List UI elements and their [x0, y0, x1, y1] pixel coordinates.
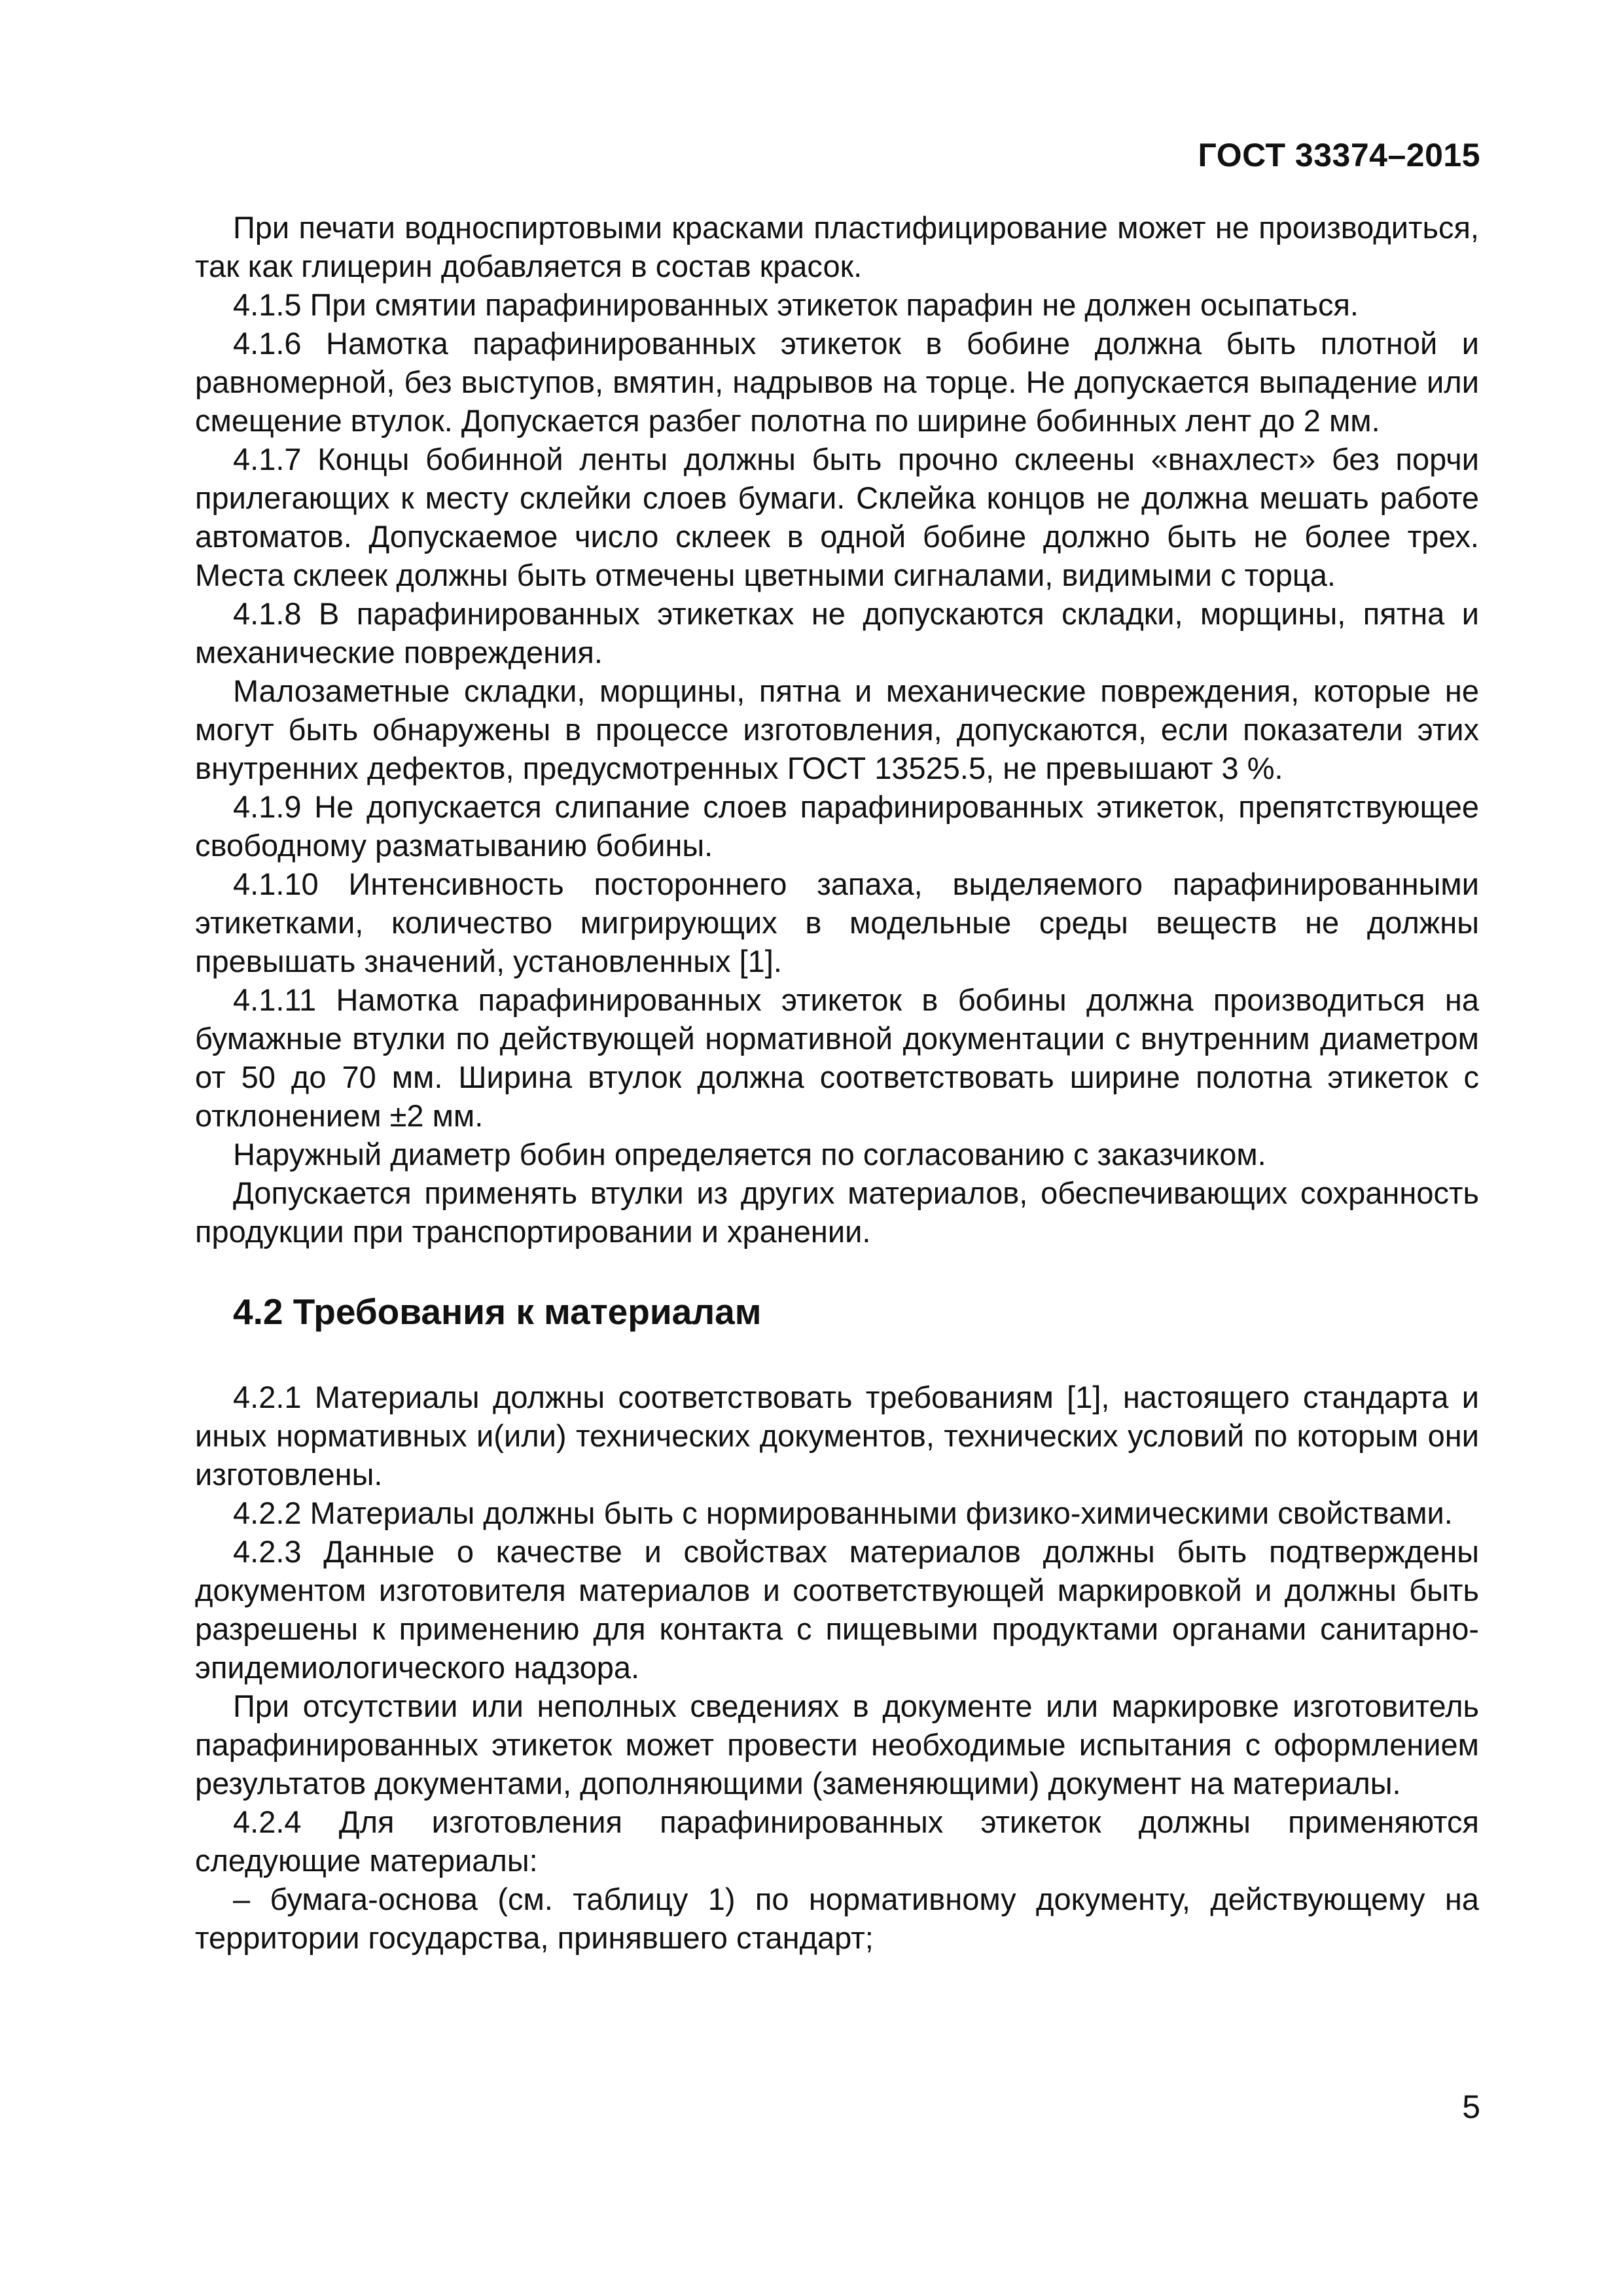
- paragraph-missing-info: При отсутствии или неполных сведениях в документе или маркировке изготовитель парафинированных этикеток может провести необходимые испытания с оформлением результатов документами, дополняющими (заменяющими) документ на материалы.: [195, 1689, 1479, 1801]
- paragraph-4-1-11: 4.1.11 Намотка парафинированных этикеток в бобины должна производиться на бумажные втулки по действующей нормативной документации с внутренним диаметром от 50 до 70 мм. Ширина втулок должна соответствовать ширине полотна этикеток с отклонением ±2 мм.: [195, 982, 1479, 1133]
- paragraph-defects-note: Малозаметные складки, морщины, пятна и механические повреждения, которые не могут быть обнаружены в процессе изготовления, допускаются, если показатели этих внутренних дефектов, предусмотренных ГОСТ 13525.5, не превышают 3 %.: [195, 673, 1479, 785]
- document-body: [195, 208, 1479, 1957]
- document-code-header: ГОСТ 33374–2015: [1198, 137, 1480, 173]
- paragraph-4-1-7: 4.1.7 Концы бобинной ленты должны быть прочно склеены «внахлест» без порчи прилегающих к месту склейки слоев бумаги. Склейка концов не должна мешать работе автоматов. Допускаемое число склеек в одной бобине должно быть не более трех. Места склеек должны быть отмечены цветными сигналами, видимыми с торца.: [195, 442, 1479, 592]
- section-heading-4-2: 4.2 Требования к материалам: [233, 1291, 762, 1332]
- paragraph-4-1-8: 4.1.8 В парафинированных этикетках не допускаются складки, морщины, пятна и механические повреждения.: [195, 596, 1479, 670]
- paragraph-4-1-5: 4.1.5 При смятии парафинированных этикеток парафин не должен осыпаться.: [233, 287, 1359, 322]
- paragraph-outer-diameter: Наружный диаметр бобин определяется по согласованию с заказчиком.: [233, 1137, 1266, 1172]
- list-item-base-paper: – бумага-основа (см. таблицу 1) по нормативному документу, действующему на территории государства, принявшего стандарт;: [195, 1882, 1479, 1955]
- page-number: 5: [1462, 2089, 1480, 2125]
- paragraph-4-1-10: 4.1.10 Интенсивность постороннего запаха, выделяемого парафинированными этикетками, количество мигрирующих в модельные среды веществ не должны превышать значений, установленных [1].: [195, 867, 1479, 978]
- paragraph-4-2-2: 4.2.2 Материалы должны быть с нормированными физико-химическими свойствами.: [233, 1496, 1453, 1530]
- paragraph-4-2-1: 4.2.1 Материалы должны соответствовать требованиям [1], настоящего стандарта и иных нормативных и(или) технических документов, технических условий по которым они изготовлены.: [195, 1380, 1479, 1492]
- paragraph-other-sleeves: Допускается применять втулки из других материалов, обеспечивающих сохранность продукции при транспортировании и хранении.: [195, 1175, 1479, 1249]
- paragraph-4-1-9: 4.1.9 Не допускается слипание слоев парафинированных этикеток, препятствующее свободному разматыванию бобины.: [195, 789, 1479, 863]
- paragraph-4-2-4: 4.2.4 Для изготовления парафинированных этикеток должны применяются следующие материалы:: [195, 1804, 1479, 1878]
- paragraph-4-1-6: 4.1.6 Намотка парафинированных этикеток в бобине должна быть плотной и равномерной, без выступов, вмятин, надрывов на торце. Не допускается выпадение или смещение втулок. Допускается разбег полотна по ширине бобинных лент до 2 мм.: [195, 326, 1479, 438]
- paragraph-4-2-3: 4.2.3 Данные о качестве и свойствах материалов должны быть подтверждены документом изготовителя материалов и соответствующей маркировкой и должны быть разрешены к применению для контакта с пищевыми продуктами органами санитарно-эпидемиологического надзора.: [195, 1534, 1479, 1685]
- paragraph-printing-note: При печати водноспиртовыми красками пластифицирование может не производиться, так как глицерин добавляется в состав красок.: [195, 210, 1479, 283]
